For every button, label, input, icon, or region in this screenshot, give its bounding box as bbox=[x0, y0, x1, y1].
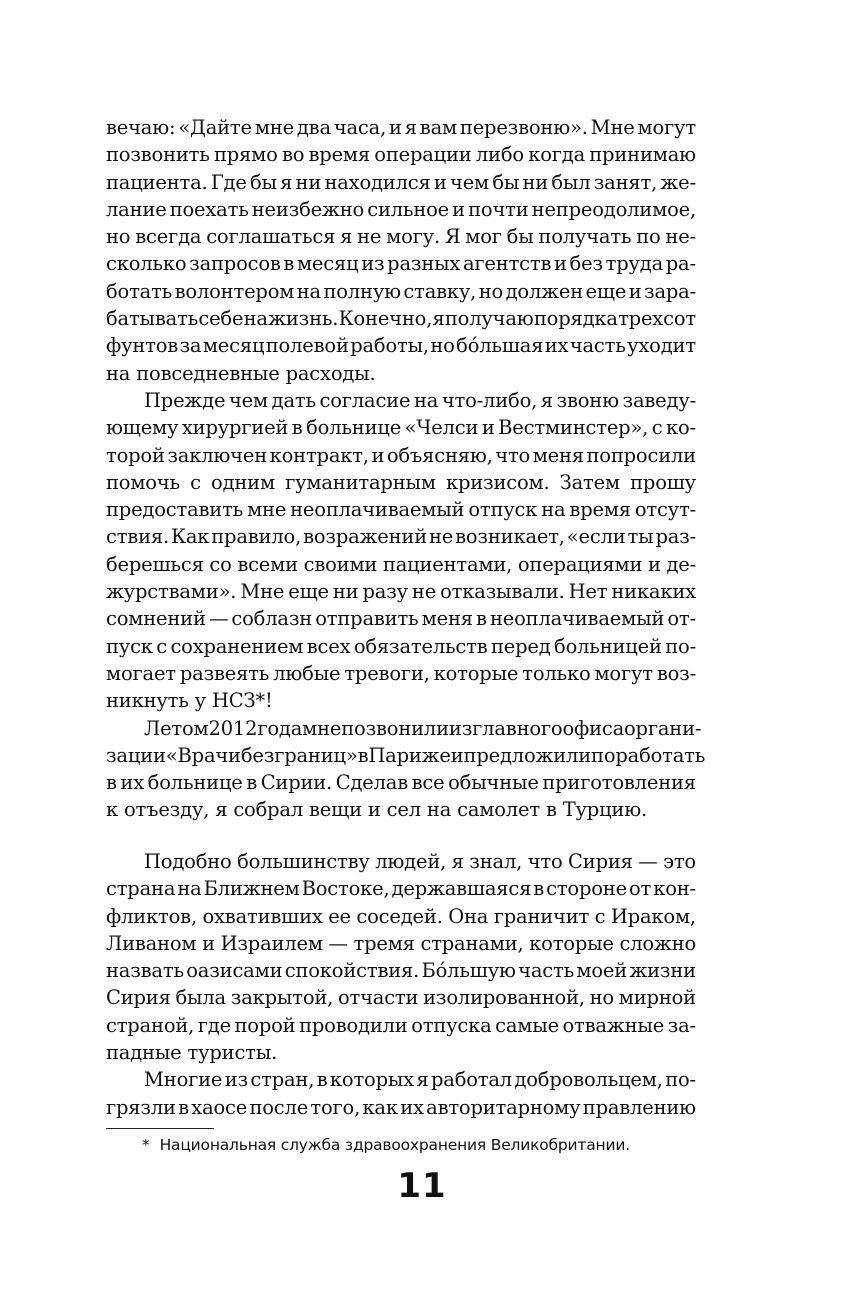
text-line: Летом 2012 года мне позвонили из главного офиса органи- bbox=[144, 716, 702, 740]
text-line: вечаю: «Дайте мне два часа, и я вам перезвоню». Мне могут bbox=[106, 116, 696, 139]
footnote bbox=[142, 1136, 630, 1154]
text-line: Многие из стран, в которых я работал добровольцем, по- bbox=[144, 1068, 696, 1092]
footnote-separator bbox=[106, 1128, 214, 1129]
text-line: помочь с одним гуманитарным кризисом. Затем прошу bbox=[106, 470, 696, 494]
text-line: фунтов за месяц полевой работы, но бо́льшая их часть уходит bbox=[106, 334, 696, 358]
text-line: падные туристы. bbox=[106, 1041, 278, 1065]
text-line: лание поехать неизбежно сильное и почти непреодолимое, bbox=[106, 197, 696, 221]
text-line: на повседневные расходы. bbox=[106, 361, 376, 385]
text-line: Ливаном и Израилем — тремя странами, которые сложно bbox=[106, 931, 696, 955]
footnote-mark: * bbox=[142, 1136, 150, 1154]
text-line: сомнений — соблазн отправить меня в неоплачиваемый от- bbox=[106, 607, 696, 631]
text-line: сколько запросов в месяц из разных агентств и без труда ра- bbox=[106, 252, 696, 276]
body-text-section-2 bbox=[106, 848, 696, 1121]
text-line: предоставить мне неоплачиваемый отпуск на время отсут- bbox=[106, 498, 696, 522]
text-line: пациента. Где бы я ни находился и чем бы ни был занят, же- bbox=[106, 170, 696, 194]
text-line: позвонить прямо во время операции либо когда принимаю bbox=[106, 143, 696, 167]
text-line: берешься со всеми своими пациентами, операциями и де- bbox=[106, 552, 696, 576]
text-line: грязли в хаосе после того, как их авторитарному правлению bbox=[106, 1095, 696, 1119]
text-line: зации «Врачи без границ» в Париже и предложили поработать bbox=[106, 743, 706, 767]
text-line: ботать волонтером на полную ставку, но должен еще и зара- bbox=[106, 279, 696, 303]
text-line: страной, где порой проводили отпуска самые отважные за- bbox=[106, 1013, 696, 1037]
body-text-section-1 bbox=[106, 114, 706, 824]
text-line: батывать себе на жизнь. Конечно, я получаю порядка трехсот bbox=[106, 307, 696, 331]
text-line: ющему хирургией в больнице «Челси и Вестминстер», с ко- bbox=[106, 416, 696, 440]
text-line: фликтов, охвативших ее соседей. Она граничит с Ираком, bbox=[106, 904, 696, 928]
text-line: Сирия была закрытой, отчасти изолированной, но мирной bbox=[106, 986, 696, 1010]
text-line: Прежде чем дать согласие на что-либо, я звоню заведу- bbox=[144, 388, 696, 412]
text-line: назвать оазисами спокойствия. Бо́льшую часть моей жизни bbox=[106, 959, 696, 983]
text-line: но всегда соглашаться я не могу. Я мог бы получать по не- bbox=[106, 225, 696, 249]
text-line: к отъезду, я собрал вещи и сел на самолет в Турцию. bbox=[106, 798, 647, 822]
text-line: Подобно большинству людей, я знал, что Сирия — это bbox=[144, 850, 696, 873]
footnote-text: Национальная служба здравоохранения Великобритании. bbox=[159, 1136, 630, 1154]
text-line: пуск с сохранением всех обязательств перед больницей по- bbox=[106, 634, 696, 658]
text-line: могает развеять любые тревоги, которые только могут воз- bbox=[106, 661, 696, 685]
text-line: торой заключен контракт, и объясняю, что меня попросили bbox=[106, 443, 696, 467]
page-number: 11 bbox=[397, 1166, 447, 1206]
text-line: ствия. Как правило, возражений не возникает, «если ты раз- bbox=[106, 525, 696, 549]
text-line: никнуть у НСЗ*! bbox=[106, 689, 273, 713]
text-line: страна на Ближнем Востоке, державшаяся в стороне от кон- bbox=[106, 877, 696, 901]
text-line: в их больнице в Сирии. Сделав все обычные приготовления bbox=[106, 771, 696, 795]
text-line: журствами». Мне еще ни разу не отказывали. Нет никаких bbox=[106, 580, 696, 604]
